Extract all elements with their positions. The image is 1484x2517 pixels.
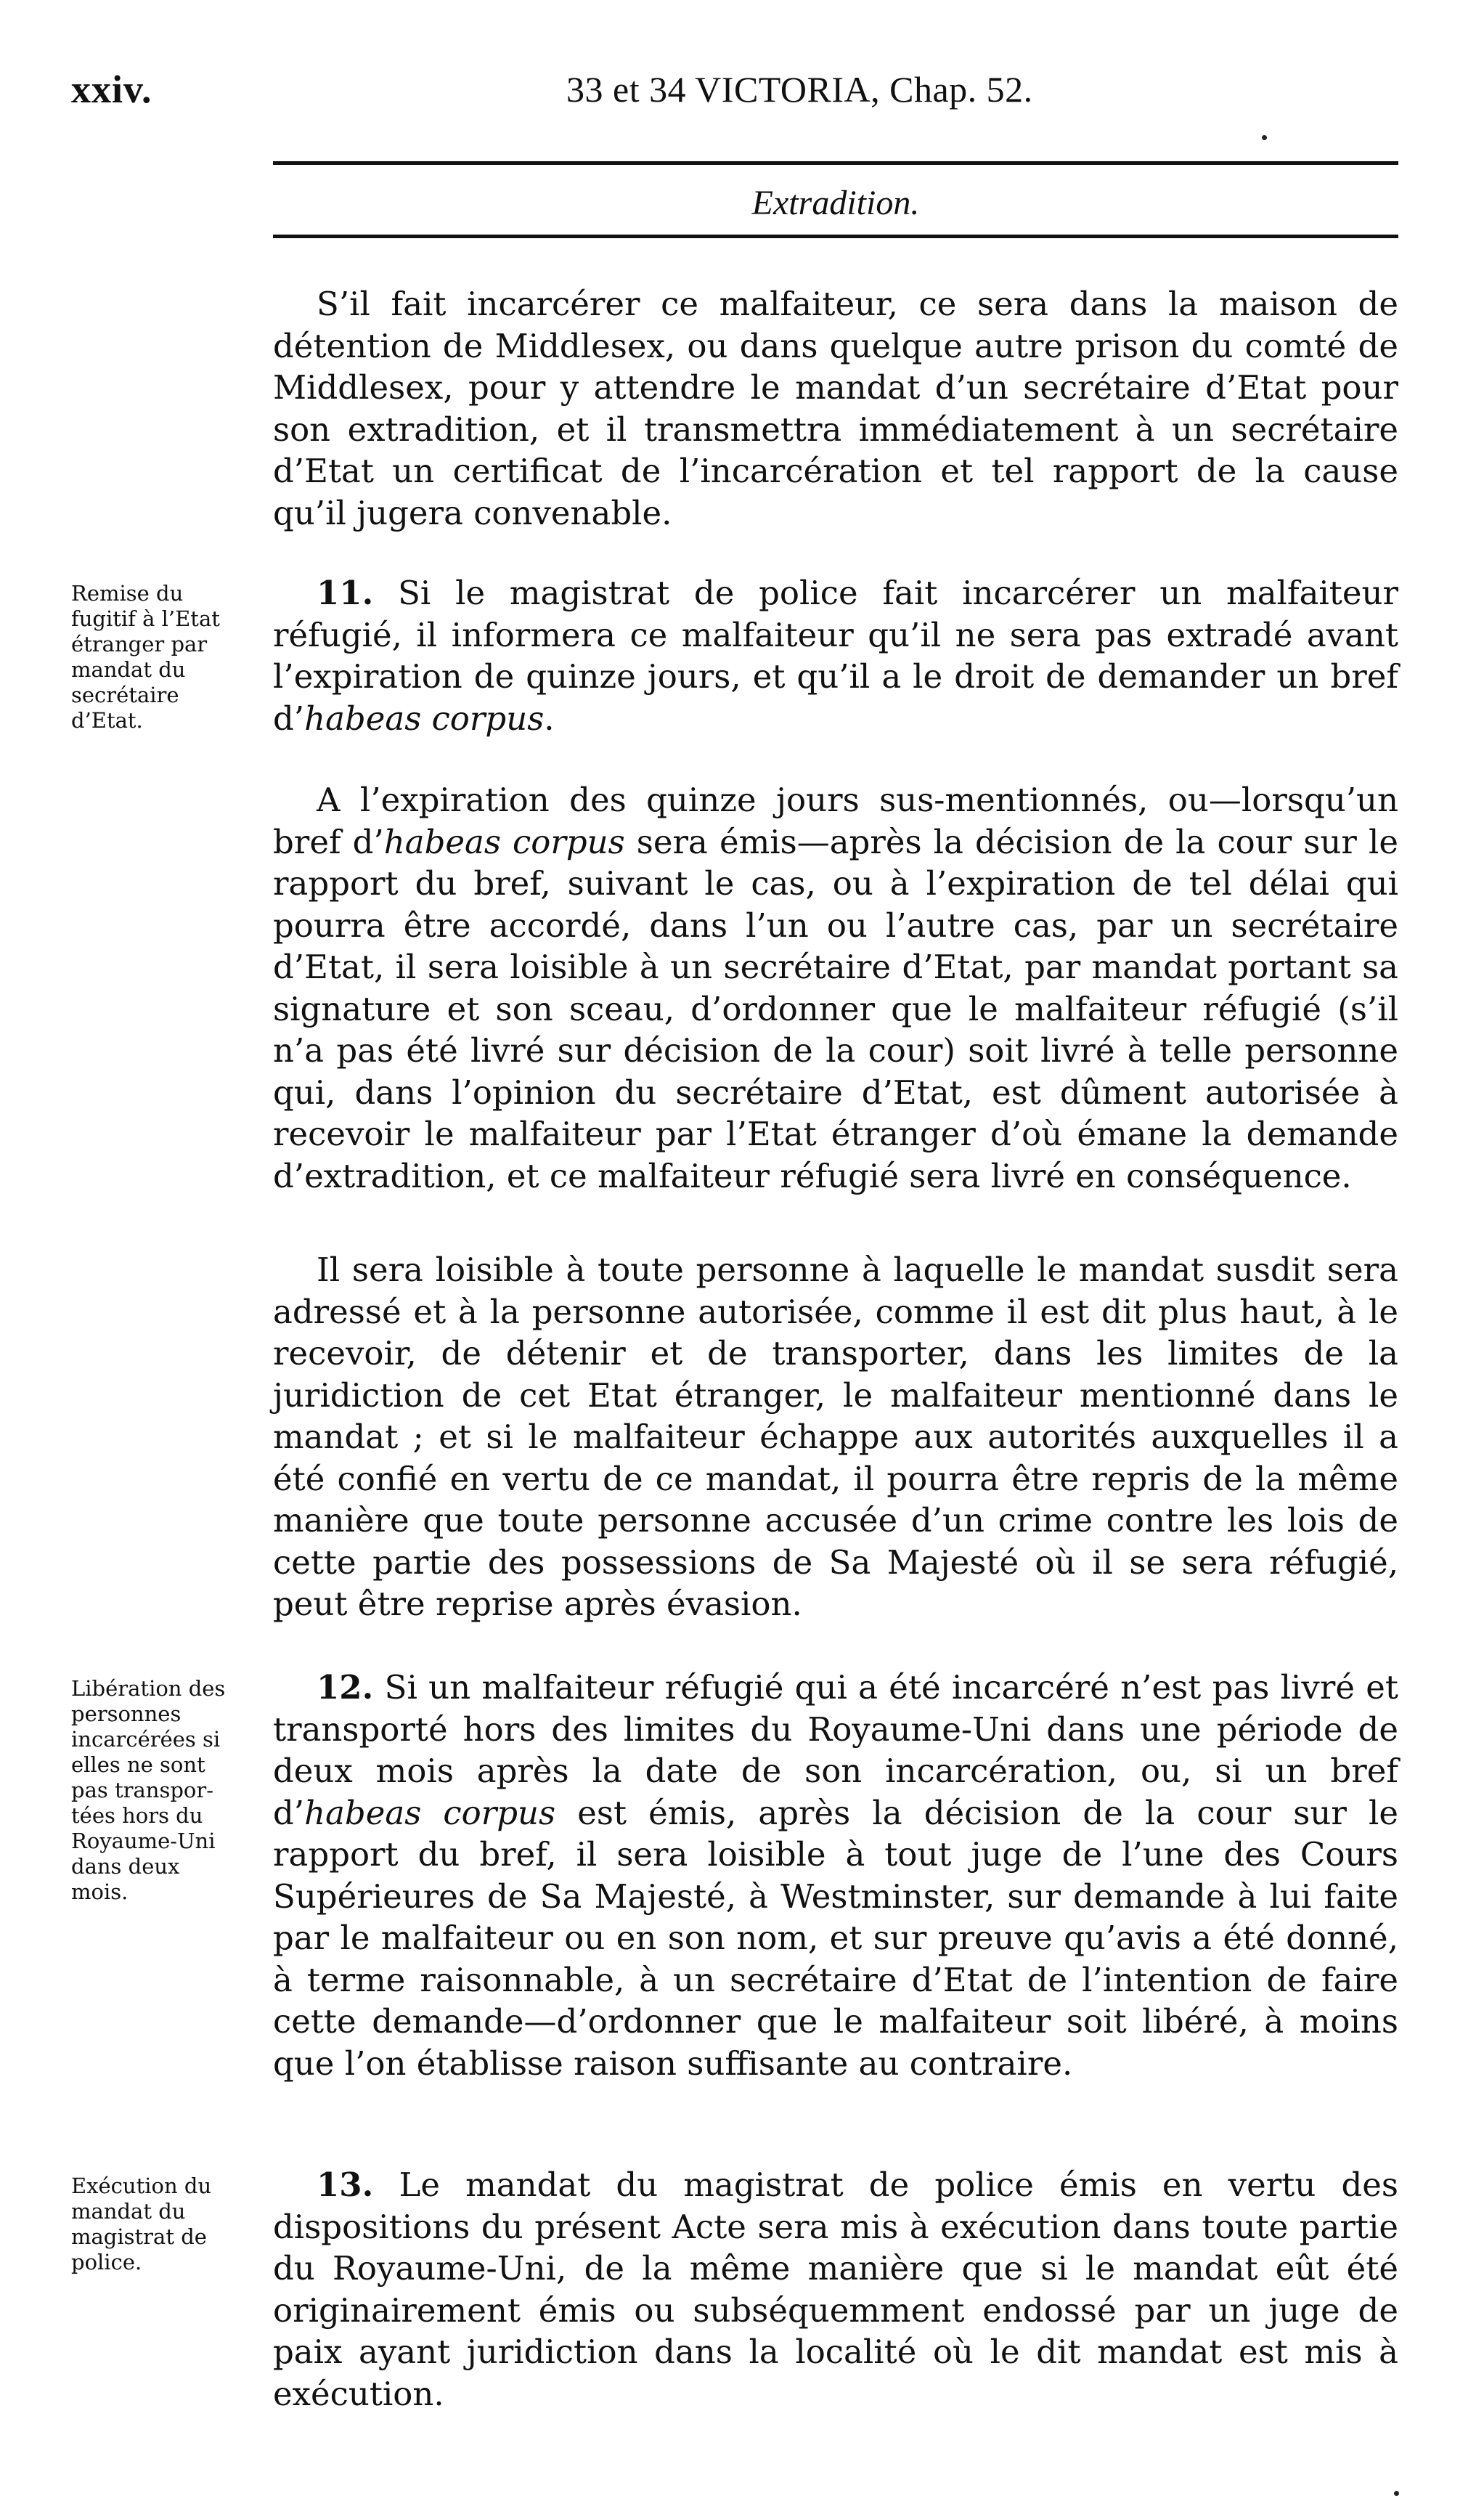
note-line: magistrat de xyxy=(71,2224,207,2249)
note-line: fugitif à l’Etat xyxy=(71,606,220,631)
header-rule-bottom xyxy=(273,235,1398,238)
note-line: dans deux xyxy=(71,1854,180,1879)
note-line: incarcérées si xyxy=(71,1727,221,1752)
marginal-note-section-11 xyxy=(71,581,272,733)
note-line: d’Etat. xyxy=(71,708,143,733)
note-line: Exécution du xyxy=(71,2174,212,2198)
header-rule-top xyxy=(273,161,1398,165)
section-text: Si le magistrat de police fait incarcérer un malfaiteur réfugié, il informera ce malfaiteur qu’il ne sera pas extradé avant l’expiration de quinze jours, et qu’il a le droit de demander un bref d’ xyxy=(273,574,1399,738)
paragraph-text: A l’expiration des quinze jours sus-mentionnés, ou—lorsqu’un bref d’ xyxy=(273,781,1398,861)
paragraph-transport: Il sera loisible à toute personne à laquelle le mandat susdit sera adressé et à la personne autorisée, comme il est dit plus haut, à le recevoir, de détenir et de transporter, dans les limites de la juridiction de cet Etat étranger, le malfaiteur mentionné dans le mandat ; et si le malfaiteur échappe aux autorités auxquelles il a été confié en vertu de ce mandat, il pourra être repris de la même manière que toute personne accusée d’un crime contre les lois de cette partie des possessions de Sa Majesté où il se sera réfugié, peut être reprise après évasion. xyxy=(273,1251,1398,1623)
note-line: elles ne sont xyxy=(71,1752,205,1777)
note-line: étranger par xyxy=(71,632,208,656)
print-speck xyxy=(1262,135,1267,140)
section-number: 11. xyxy=(317,574,374,612)
paragraph-text: sera émis—après la décision de la cour sur le rapport du bref, suivant le cas, ou à l’expiration de tel délai qui pourra être accordé, dans l’un ou l’autre cas, par un secrétaire d’Etat, il sera loisible à un secrétaire d’Etat, par mandat portant sa signature et son sceau, d’ordonner que le malfaiteur réfugié (s’il n’a pas été livré sur décision de la cour) soit livré à telle personne qui, dans l’opinion du secrétaire d’Etat, est dûment autorisée à recevoir le malfaiteur par l’Etat étranger d’où émane la demande d’extradition, et ce malfaiteur réfugié sera livré en conséquence. xyxy=(273,822,1398,1195)
print-speck xyxy=(1394,2491,1399,2496)
section-number: 12. xyxy=(317,1668,374,1707)
section-text: Le mandat du magistrat de police émis en vertu des dispositions du présent Acte sera mis à exécution dans toute partie du Royaume-Uni, de la même manière que si le mandat eût été originairement émis ou subséquemment endossé par un juge de paix ayant juridiction dans la localité où le dit mandat est mis à exécution. xyxy=(273,2166,1398,2413)
note-line: police. xyxy=(71,2250,142,2274)
note-line: mois. xyxy=(71,1879,129,1904)
marginal-note-section-12 xyxy=(71,1676,272,1905)
note-line: Remise du xyxy=(71,581,184,606)
paragraph-continuation: S’il fait incarcérer ce malfaiteur, ce sera dans la maison de détention de Middlesex, ou dans quelque autre prison du comté de Middlesex, pour y attendre le mandat d’un secrétaire d’Etat pour son extradition, et il transmettra immédiatement à un secrétaire d’Etat un certificat de l’incarcération et tel rapport de la cause qu’il jugera convenable. xyxy=(273,285,1398,532)
paragraph-expiration xyxy=(273,779,1398,1197)
note-line: Royaume-Uni xyxy=(71,1829,216,1853)
section-number: 13. xyxy=(317,2166,374,2204)
note-line: personnes xyxy=(71,1701,182,1726)
latin-term: habeas corpus xyxy=(304,699,545,738)
latin-term: habeas corpus xyxy=(383,822,625,861)
page-number: xxiv. xyxy=(71,68,152,111)
running-head: 33 et 34 VICTORIA, Chap. 52. xyxy=(566,69,1033,110)
note-line: pas transpor- xyxy=(71,1778,214,1802)
marginal-note-section-13 xyxy=(71,2174,272,2275)
note-line: secrétaire xyxy=(71,683,179,707)
section-13 xyxy=(273,2164,1398,2415)
note-line: mandat du xyxy=(71,657,186,682)
section-text: est émis, après la décision de la cour sur le rapport du bref, il sera loisible à tout juge de l’une des Cours Supérieures de Sa Majesté, à Westminster, sur demande à lui faite par le malfaiteur ou en son nom, et sur preuve qu’avis a été donné, à terme raisonnable, à un secrétaire d’Etat de l’intention de faire cette demande—d’ordonner que le malfaiteur soit libéré, à moins que l’on établisse raison suffisante au contraire. xyxy=(273,1793,1398,2083)
section-11 xyxy=(273,572,1398,739)
section-12 xyxy=(273,1667,1398,2084)
note-line: mandat du xyxy=(71,2199,186,2224)
section-text: . xyxy=(544,699,555,738)
section-text: Si un malfaiteur réfugié qui a été incarcéré n’est pas livré et transporté hors des limites du Royaume-Uni dans une période de deux mois après la date de son incarcération, ou, si un bref d’ xyxy=(273,1668,1398,1832)
section-title: Extradition. xyxy=(751,184,920,222)
latin-term: habeas corpus xyxy=(304,1793,556,1832)
note-line: tées hors du xyxy=(71,1803,203,1828)
note-line: Libération des xyxy=(71,1676,226,1701)
